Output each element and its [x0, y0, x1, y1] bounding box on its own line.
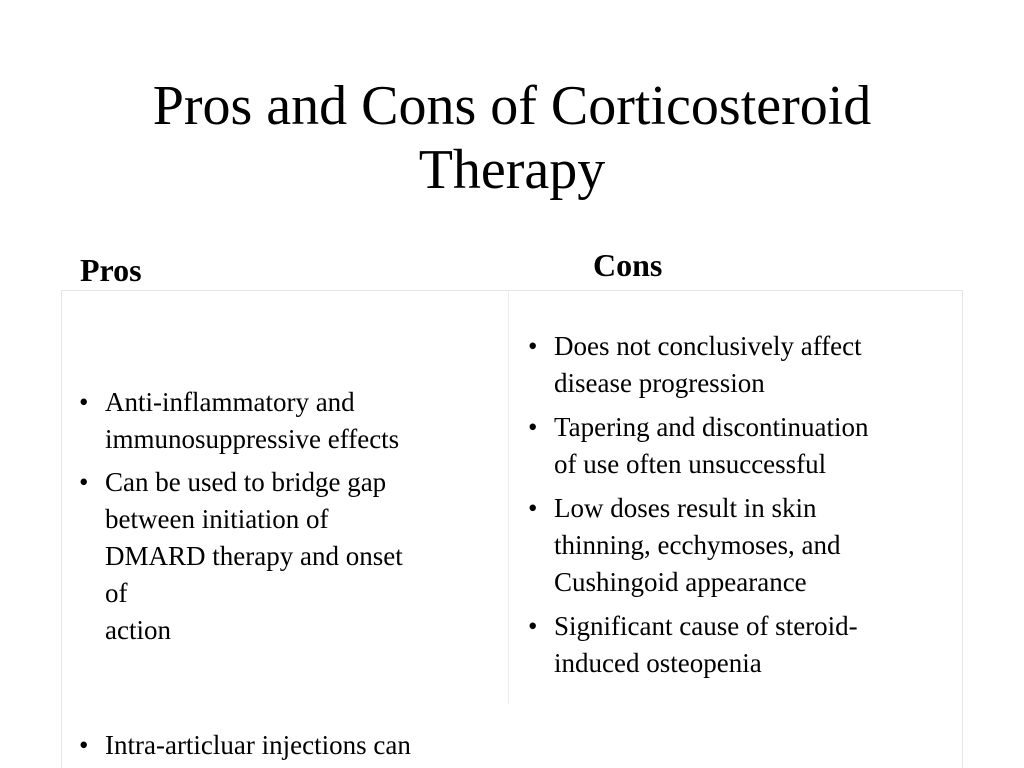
- cons-item: • Significant cause of steroid- induced osteopenia: [528, 608, 958, 682]
- pros-list: [79, 384, 494, 655]
- bullet-icon: •: [528, 331, 538, 361]
- cons-heading: Cons: [593, 247, 663, 283]
- slide-title: [0, 74, 1024, 202]
- pros-list-continued: [79, 727, 509, 764]
- column-divider: [508, 290, 509, 704]
- bullet-icon: •: [528, 611, 538, 641]
- bullet-icon: •: [528, 412, 538, 442]
- pros-item: • Can be used to bridge gap between initiation of DMARD therapy and onset of action: [79, 464, 494, 649]
- title-line-2: Therapy: [418, 139, 606, 201]
- pros-item: • Intra-articluar injections can: [79, 727, 509, 764]
- bullet-icon: •: [79, 730, 89, 760]
- pros-item: • Anti-inflammatory and immunosuppressive effects: [79, 384, 494, 458]
- cons-item: • Low doses result in skin thinning, ecchymoses, and Cushingoid appearance: [528, 490, 958, 601]
- cons-item: • Tapering and discontinuation of use often unsuccessful: [528, 409, 958, 483]
- cons-list: [528, 328, 958, 689]
- bullet-icon: •: [79, 387, 89, 417]
- cons-item: • Does not conclusively affect disease progression: [528, 328, 958, 402]
- pros-heading: Pros: [80, 252, 142, 288]
- title-line-1: Pros and Cons of Corticosteroid: [152, 75, 872, 137]
- bullet-icon: •: [79, 467, 89, 497]
- bullet-icon: •: [528, 493, 538, 523]
